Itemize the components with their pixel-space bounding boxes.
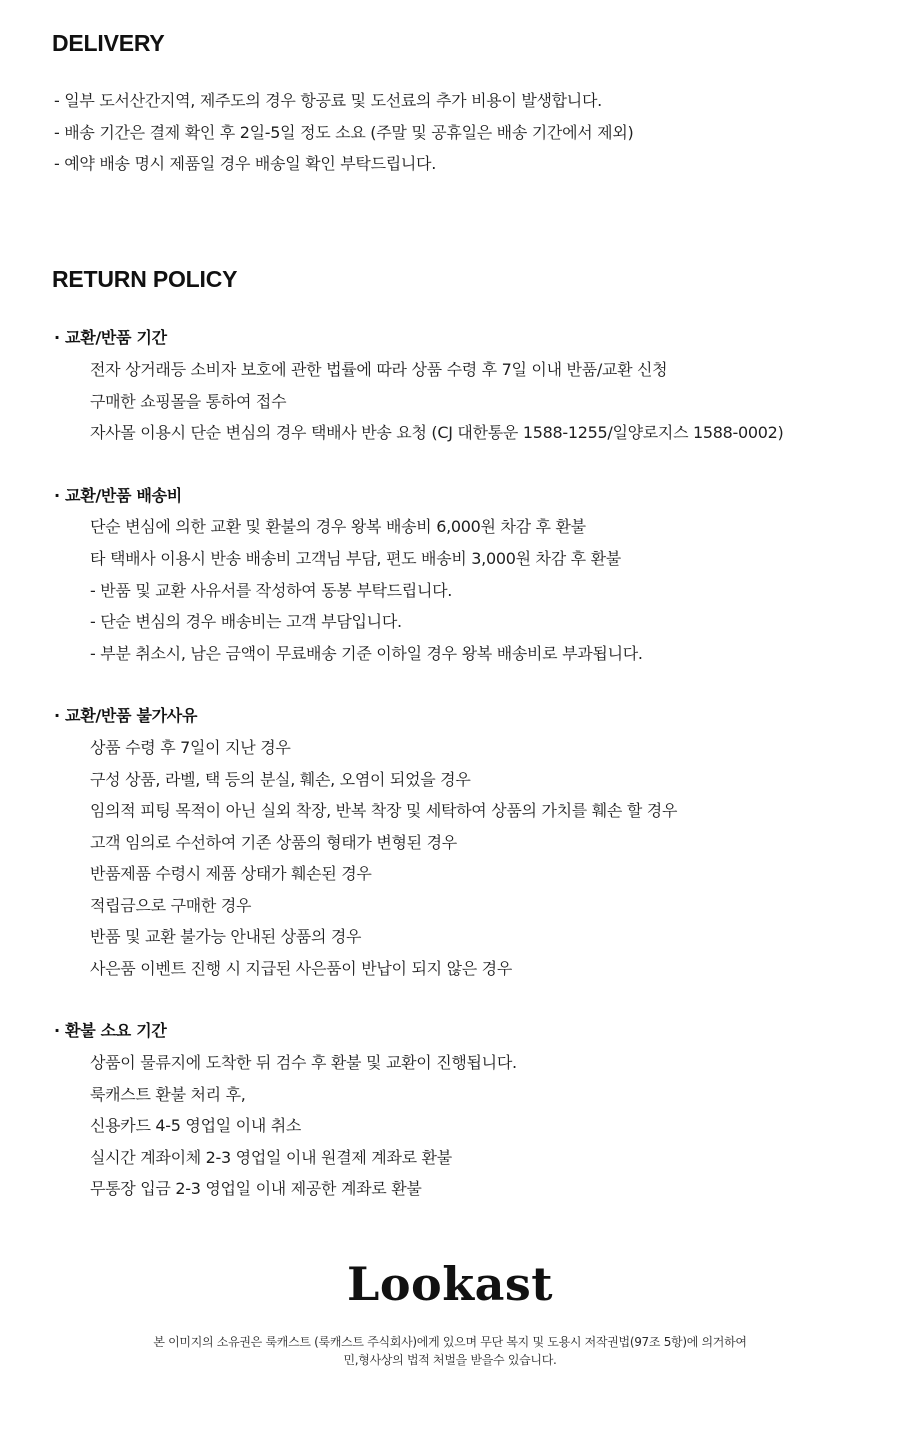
delivery-line: - 예약 배송 명시 제품일 경우 배송일 확인 부탁드립니다. xyxy=(54,154,436,173)
return-policy-title: RETURN POLICY xyxy=(52,266,238,292)
policy-line: 상품 수령 후 7일이 지난 경우 xyxy=(90,738,291,757)
policy-line: 실시간 계좌이체 2-3 영업일 이내 원결제 계좌로 환불 xyxy=(90,1148,452,1167)
non-returnable-heading: · 교환/반품 불가사유 xyxy=(54,706,198,725)
delivery-title: DELIVERY xyxy=(52,30,165,56)
policy-line: - 반품 및 교환 사유서를 작성하여 동봉 부탁드립니다. xyxy=(90,581,453,600)
policy-line: - 단순 변심의 경우 배송비는 고객 부담입니다. xyxy=(90,612,402,631)
policy-line: 전자 상거래등 소비자 보호에 관한 법률에 따라 상품 수령 후 7일 이내 반품/교환 신청 xyxy=(90,360,668,379)
policy-line: 무통장 입금 2-3 영업일 이내 제공한 계좌로 환불 xyxy=(90,1179,422,1198)
brand-logo: Lookast xyxy=(346,1257,554,1311)
policy-line: 구매한 쇼핑몰을 통하여 접수 xyxy=(90,392,287,411)
policy-line: 임의적 피팅 목적이 아닌 실외 착장, 반복 착장 및 세탁하여 상품의 가치를 훼손 할 경우 xyxy=(90,801,678,820)
refund-period-heading: · 환불 소요 기간 xyxy=(54,1021,167,1040)
delivery-line: - 일부 도서산간지역, 제주도의 경우 항공료 및 도선료의 추가 비용이 발생합니다. xyxy=(54,91,602,110)
policy-line: 사은품 이벤트 진행 시 지급된 사은품이 반납이 되지 않은 경우 xyxy=(90,959,512,978)
exchange-period-heading: · 교환/반품 기간 xyxy=(54,328,167,347)
policy-line: 자사몰 이용시 단순 변심의 경우 택배사 반송 요청 (CJ 대한통운 1588-1255/일양로지스 1588-0002) xyxy=(90,423,784,442)
policy-line: - 부분 취소시, 남은 금액이 무료배송 기준 이하일 경우 왕복 배송비로 부과됩니다. xyxy=(90,644,643,663)
policy-line: 고객 임의로 수선하여 기존 상품의 형태가 변형된 경우 xyxy=(90,833,457,852)
policy-line: 구성 상품, 라벨, 택 등의 분실, 훼손, 오염이 되었을 경우 xyxy=(90,770,471,789)
policy-line: 상품이 물류지에 도착한 뒤 검수 후 환불 및 교환이 진행됩니다. xyxy=(90,1053,517,1072)
exchange-shipping-fee-heading: · 교환/반품 배송비 xyxy=(54,486,182,505)
delivery-line: - 배송 기간은 결제 확인 후 2일-5일 정도 소요 (주말 및 공휴일은 배송 기간에서 제외) xyxy=(54,123,634,142)
policy-line: 반품 및 교환 불가능 안내된 상품의 경우 xyxy=(90,927,362,946)
copyright-line: 민,형사상의 법적 처벌을 받을수 있습니다. xyxy=(343,1353,557,1367)
policy-line: 적립금으로 구매한 경우 xyxy=(90,896,252,915)
policy-line: 룩캐스트 환불 처리 후, xyxy=(90,1085,246,1104)
policy-line: 단순 변심에 의한 교환 및 환불의 경우 왕복 배송비 6,000원 차감 후 환불 xyxy=(90,517,586,536)
policy-line: 반품제품 수령시 제품 상태가 훼손된 경우 xyxy=(90,864,372,883)
copyright-line: 본 이미지의 소유권은 룩캐스트 (룩캐스트 주식회사)에게 있으며 무단 복지 및 도용시 저작권법(97조 5항)에 의거하여 xyxy=(153,1335,747,1349)
policy-line: 타 택배사 이용시 반송 배송비 고객님 부담, 편도 배송비 3,000원 차감 후 환불 xyxy=(90,549,621,568)
policy-line: 신용카드 4-5 영업일 이내 취소 xyxy=(90,1116,302,1135)
